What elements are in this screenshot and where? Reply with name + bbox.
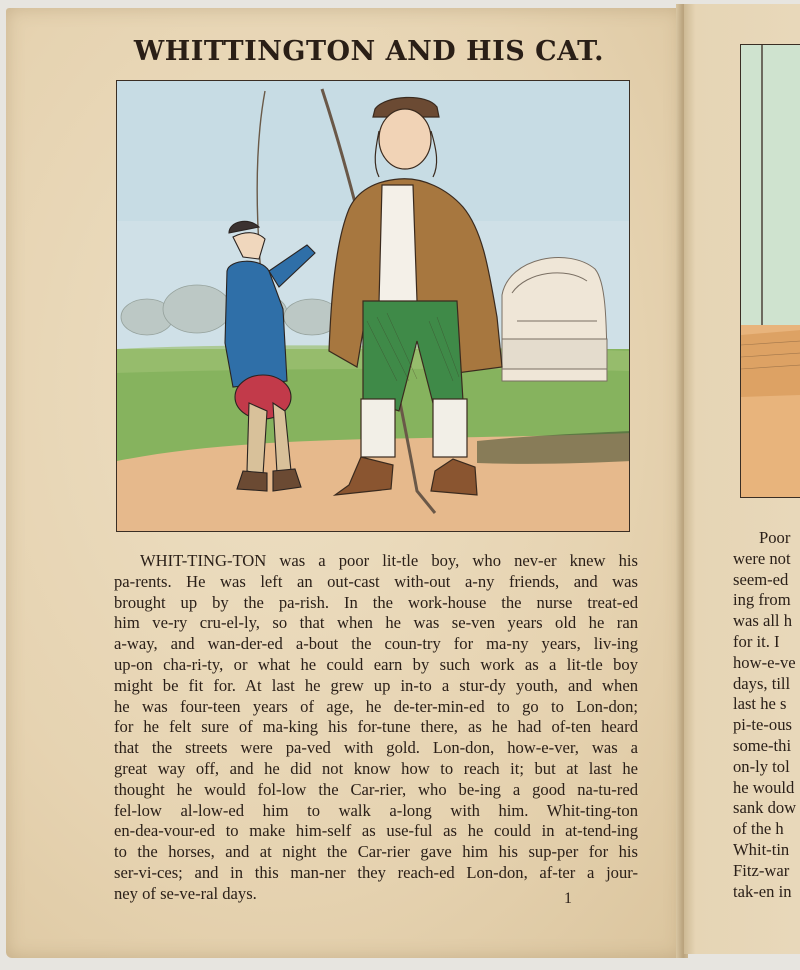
text-line: for he felt sure of ma-king his for-tune there, as he had of-ten heard	[114, 717, 638, 737]
text-line: were not	[733, 548, 791, 568]
text-line: might be fit for. At last he grew up in-to a stur-dy youth, and when	[114, 675, 638, 695]
text-line: him ve-ry cru-el-ly, so that when he was se-ven years old he ran	[114, 613, 638, 633]
illustration	[116, 80, 630, 532]
text-line: to the horses, and at night the Car-rier gave him his sup-per for his	[114, 842, 638, 862]
text-line: up-on cha-ri-ty, or what he could earn by such work as a lit-tle boy	[114, 654, 638, 674]
text-line: seem-ed	[733, 569, 789, 589]
text-line: WHIT-TING-TON was a poor lit-tle boy, who nev-er knew his	[140, 551, 638, 570]
text-line: he would	[733, 777, 795, 797]
text-line: ing from	[733, 590, 791, 610]
text-line: sank dow	[733, 798, 797, 818]
text-line: great way off, and he did not know how to reach it; but at last he	[114, 758, 638, 778]
text-line: pi-te-ous	[733, 715, 792, 735]
text-line: Poor	[759, 528, 791, 547]
text-line: fel-low al-low-ed him to walk a-long with him. Whit-ting-ton	[114, 800, 638, 820]
text-line: Fitz-war	[733, 860, 790, 880]
text-line: was all h	[733, 611, 792, 631]
text-line: en-dea-vour-ed to make him-self as use-ful as he could in at-tend-ing	[114, 821, 638, 841]
right-page-text	[733, 528, 800, 902]
page-number: 1	[564, 890, 572, 907]
text-line: a-way, and wan-der-ed a-bout the coun-try for ma-ny years, liv-ing	[114, 634, 638, 654]
illustration-engraving	[117, 81, 630, 532]
text-line: tak-en in	[733, 881, 792, 901]
right-illustration-engraving	[741, 45, 800, 498]
text-line: thought he would fol-low the Car-rier, who be-ing a good na-tu-red	[114, 779, 638, 799]
text-line: he was four-teen years of age, he de-ter-min-ed to go to Lon-don;	[114, 696, 638, 716]
text-line: days, till	[733, 673, 791, 693]
text-line: some-thi	[733, 735, 792, 755]
text-line: for it. I	[733, 631, 780, 651]
text-line: of the h	[733, 819, 784, 839]
text-line: Whit-tin	[733, 839, 790, 859]
text-line: on-ly tol	[733, 756, 790, 776]
body-text	[114, 551, 638, 905]
text-line: brought up by the pa-rish. In the work-house the nurse treat-ed	[114, 592, 638, 612]
text-line: ney of se-ve-ral days.	[114, 883, 257, 903]
text-line: pa-rents. He was left an out-cast with-out a-ny friends, and was	[114, 571, 638, 591]
text-line: ser-vi-ces; and in this man-ner they reach-ed Lon-don, af-ter a jour-	[114, 862, 638, 882]
text-line: that the streets were pa-ved with gold. Lon-don, how-e-ver, was a	[114, 738, 638, 758]
page-title: WHITTINGTON AND HIS CAT.	[133, 36, 605, 67]
text-line: last he s	[733, 694, 787, 714]
text-line: how-e-ve	[733, 652, 796, 672]
right-page-illustration	[740, 44, 800, 498]
